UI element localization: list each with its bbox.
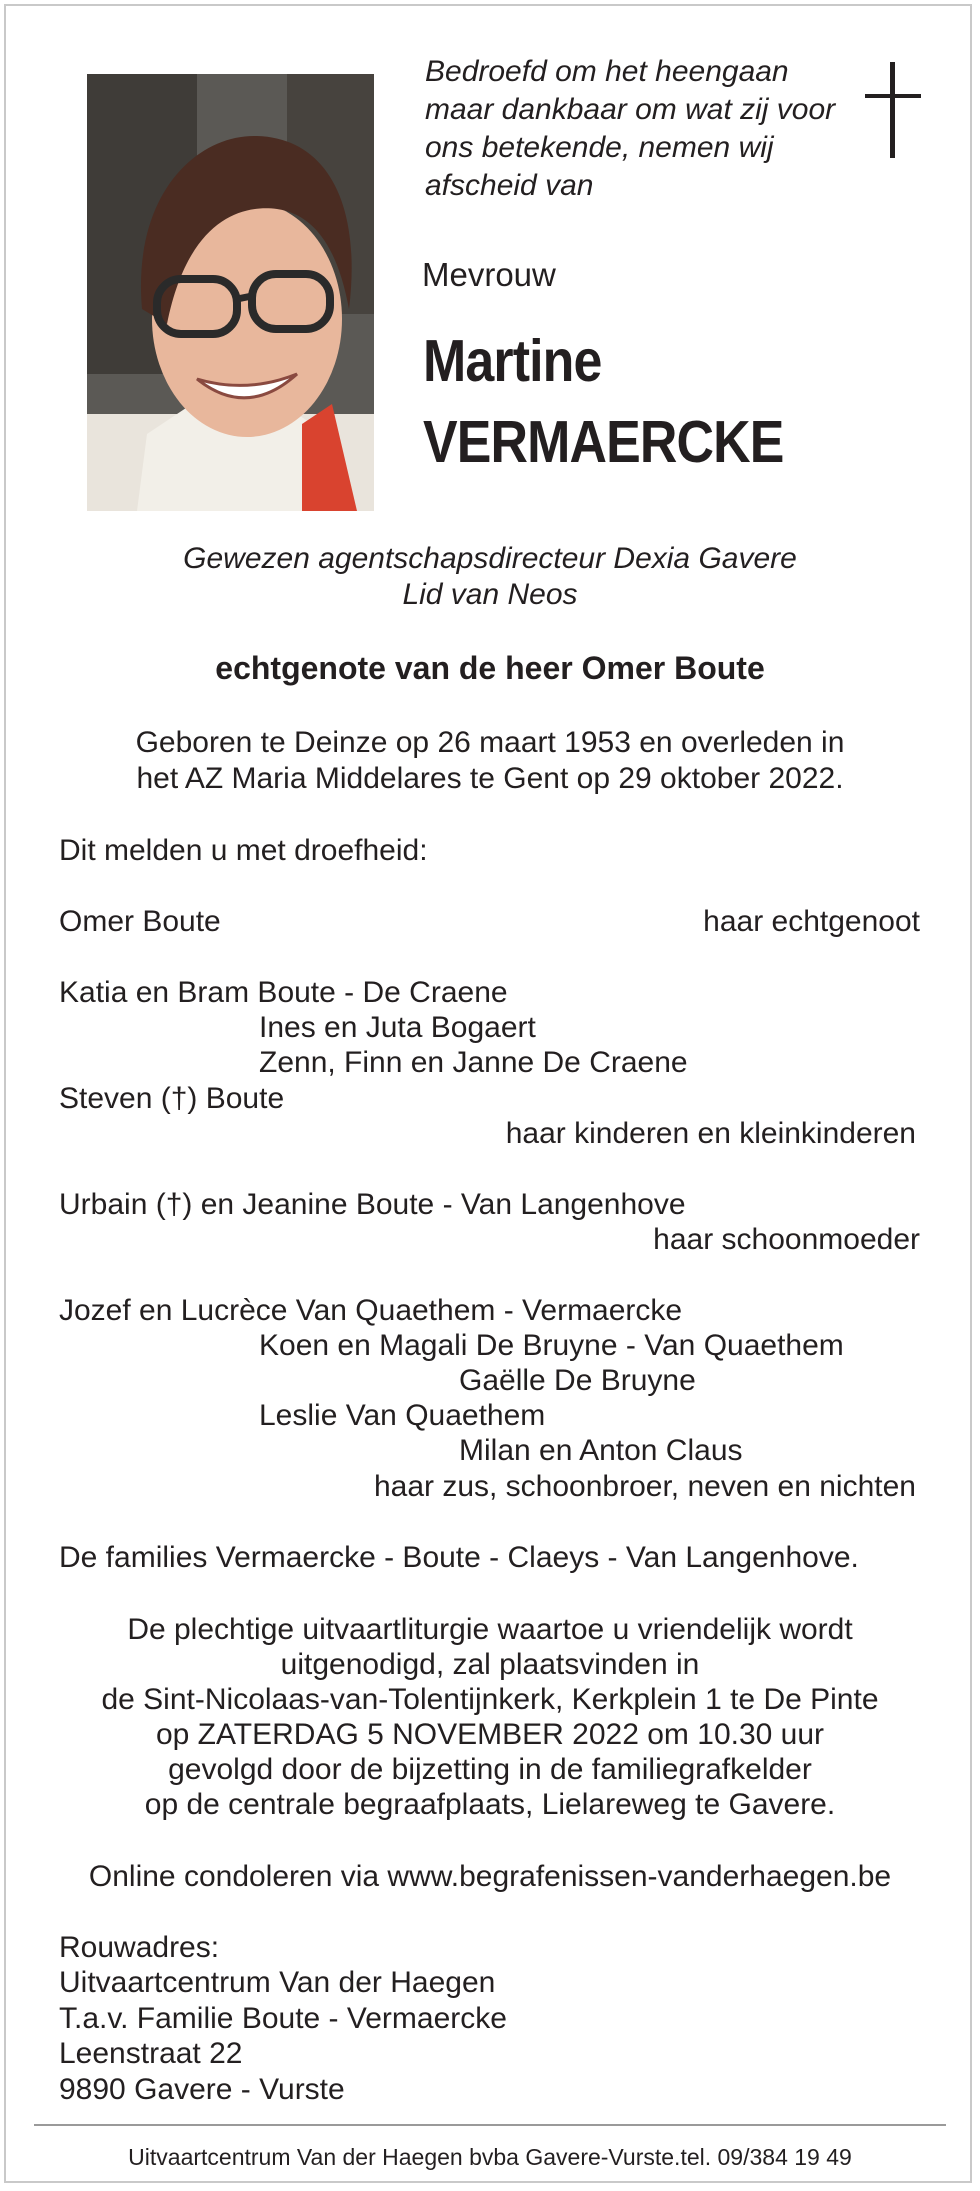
families-line: De families Vermaercke - Boute - Claeys - Van Langenhove. [59,1541,859,1574]
family-member: Gaëlle De Bruyne [459,1364,696,1397]
address-line: T.a.v. Familie Boute - Vermaercke [59,2002,507,2035]
family-member: Koen en Magali De Bruyne - Van Quaethem [259,1329,844,1362]
ceremony-line: uitgenodigd, zal plaatsvinden in [280,1648,700,1681]
family-member: Urbain (†) en Jeanine Boute - Van Langenhove [59,1188,686,1221]
address-line: 9890 Gavere - Vurste [59,2073,345,2106]
ceremony-line: De plechtige uitvaartliturgie waartoe u vriendelijk wordt [127,1613,853,1646]
birth-death-line: het AZ Maria Middelares te Gent op 29 oktober 2022. [136,762,844,795]
footer-text: Uitvaartcentrum Van der Haegen bvba Gavere-Vurste.tel. 09/384 19 49 [128,2144,852,2170]
spouse-line: echtgenote van de heer Omer Boute [215,650,765,686]
footer-divider [34,2124,946,2126]
family-member: Steven (†) Boute [59,1082,285,1115]
birth-death-line: Geboren te Deinze op 26 maart 1953 en overleden in [135,726,845,759]
online-condolence: Online condoleren via www.begrafenissen-vanderhaegen.be [88,1860,892,1893]
role-line: Lid van Neos [402,578,578,611]
family-relation: haar echtgenoot [703,905,920,938]
address-line: Rouwadres: [59,1931,220,1964]
family-member: Ines en Juta Bogaert [259,1011,536,1044]
family-relation: haar schoonmoeder [653,1223,920,1256]
intro-text: Bedroefd om het heengaan maar dankbaar om wat zij voor ons betekende, nemen wij afscheid van [425,55,836,202]
family-member: Zenn, Finn en Janne De Craene [259,1046,688,1079]
family-member: Katia en Bram Boute - De Craene [59,976,508,1009]
address-line: Uitvaartcentrum Van der Haegen [59,1966,496,1999]
family-relation: haar kinderen en kleinkinderen [505,1117,916,1150]
family-relation: haar zus, schoonbroer, neven en nichten [373,1470,916,1503]
role-line: Gewezen agentschapsdirecteur Dexia Gavere [183,542,797,575]
ceremony-line: op de centrale begraafplaats, Lielareweg te Gavere. [144,1788,836,1821]
family-member: Jozef en Lucrèce Van Quaethem - Vermaercke [59,1294,683,1327]
cross-icon [865,62,921,158]
ceremony-line: op ZATERDAG 5 NOVEMBER 2022 om 10.30 uur [155,1718,825,1751]
portrait-image [87,74,374,511]
address-line: Leenstraat 22 [59,2037,243,2070]
family-member: Leslie Van Quaethem [259,1399,546,1432]
announce-text: Dit melden u met droefheid: [59,834,428,867]
last-name: VERMAERCKE [423,409,784,475]
first-name: Martine [423,328,602,394]
portrait-photo [87,74,374,511]
ceremony-line: gevolgd door de bijzetting in de familiegrafkelder [168,1753,812,1786]
ceremony-line: de Sint-Nicolaas-van-Tolentijnkerk, Kerkplein 1 te De Pinte [101,1683,879,1716]
honorific: Mevrouw [422,256,556,293]
family-member: Milan en Anton Claus [459,1434,743,1467]
family-member: Omer Boute [59,905,221,938]
